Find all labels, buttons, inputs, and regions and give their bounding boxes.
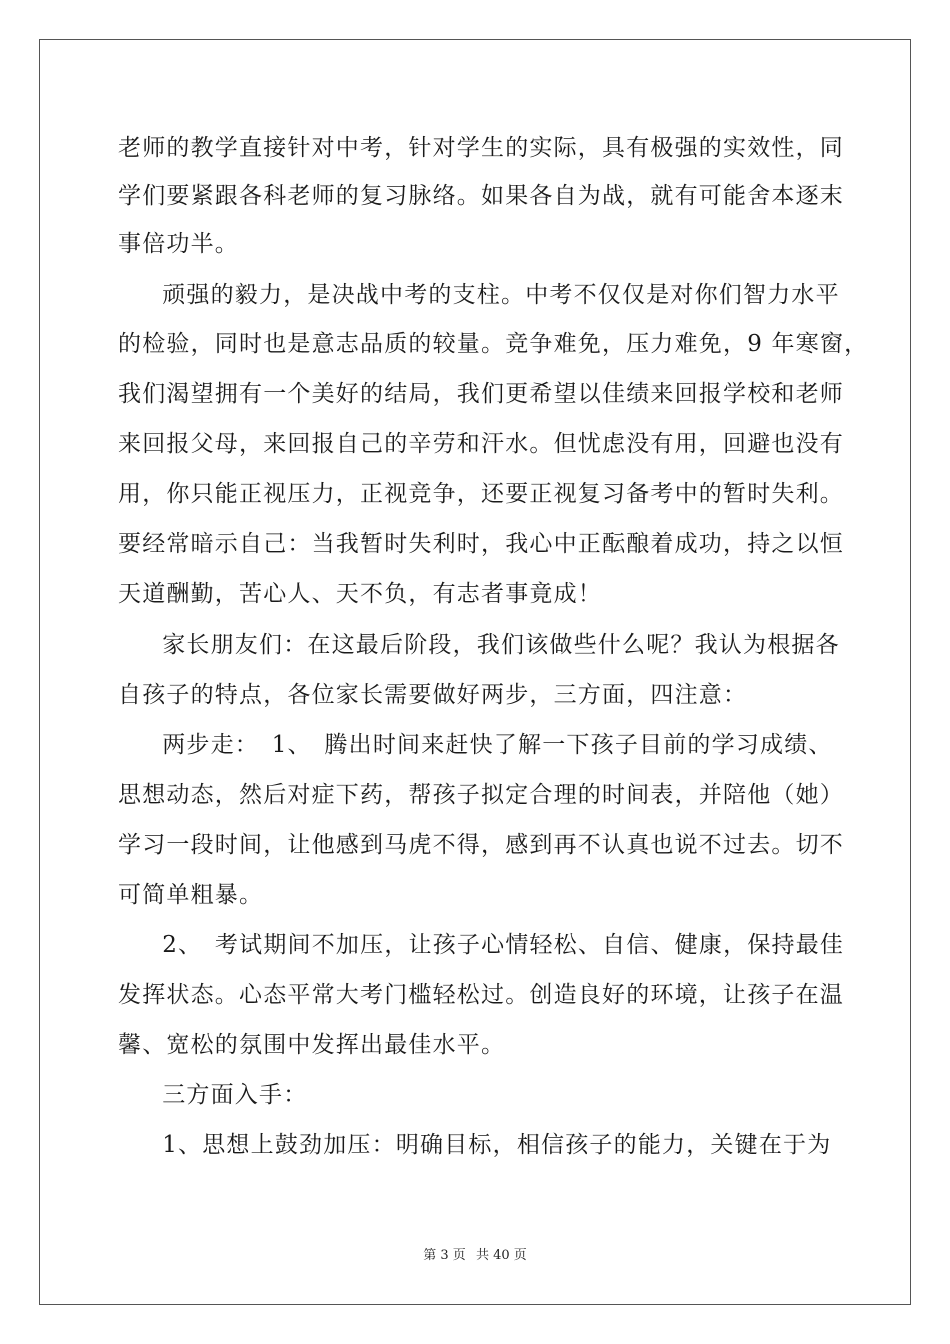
text-line: 学习一段时间，让他感到马虎不得，感到再不认真也说不过去。切不 xyxy=(118,832,844,858)
text-line: 我们渴望拥有一个美好的结局，我们更希望以佳绩来回报学校和老师 xyxy=(118,381,844,407)
text-line: 1、思想上鼓劲加压：明确目标，相信孩子的能力，关键在于为 xyxy=(138,1132,832,1158)
text-line: 可简单粗暴。 xyxy=(118,882,264,908)
text-line: 自孩子的特点，各位家长需要做好两步，三方面，四注意： xyxy=(118,682,748,708)
text-line: 馨、宽松的氛围中发挥出最佳水平。 xyxy=(118,1032,506,1058)
text-line: 事倍功半。 xyxy=(118,231,239,257)
text-line: 来回报父母，来回报自己的辛劳和汗水。但忧虑没有用，回避也没有 xyxy=(118,431,844,457)
text-line: 顽强的毅力，是决战中考的支柱。中考不仅仅是对你们智力水平 xyxy=(138,282,840,308)
text-line: 发挥状态。心态平常大考门槛轻松过。创造良好的环境，让孩子在温 xyxy=(118,982,844,1008)
text-line: 天道酬勤，苦心人、天不负，有志者事竟成！ xyxy=(118,581,602,607)
page-total: 共 40 页 xyxy=(475,1248,527,1263)
text-line: 用，你只能正视压力，正视竞争，还要正视复习备考中的暂时失利。 xyxy=(118,481,844,507)
text-line: 家长朋友们：在这最后阶段，我们该做些什么呢？我认为根据各 xyxy=(138,632,840,658)
page-number: 第 3 页 xyxy=(423,1248,466,1263)
text-line: 的检验，同时也是意志品质的较量。竞争难免，压力难免，9 年寒窗， xyxy=(118,331,869,357)
text-line: 思想动态，然后对症下药，帮孩子拟定合理的时间表，并陪他（她） xyxy=(118,782,844,808)
text-line: 2、 考试期间不加压，让孩子心情轻松、自信、健康，保持最佳 xyxy=(138,932,845,958)
page-footer xyxy=(0,1244,950,1263)
text-line: 三方面入手： xyxy=(138,1082,308,1108)
text-line: 学们要紧跟各科老师的复习脉络。如果各自为战，就有可能舍本逐末 xyxy=(118,183,844,209)
text-line: 要经常暗示自己：当我暂时失利时，我心中正酝酿着成功，持之以恒 xyxy=(118,531,844,557)
text-line: 老师的教学直接针对中考，针对学生的实际，具有极强的实效性，同 xyxy=(118,135,844,161)
text-line: 两步走： 1、 腾出时间来赶快了解一下孩子目前的学习成绩、 xyxy=(138,732,833,758)
